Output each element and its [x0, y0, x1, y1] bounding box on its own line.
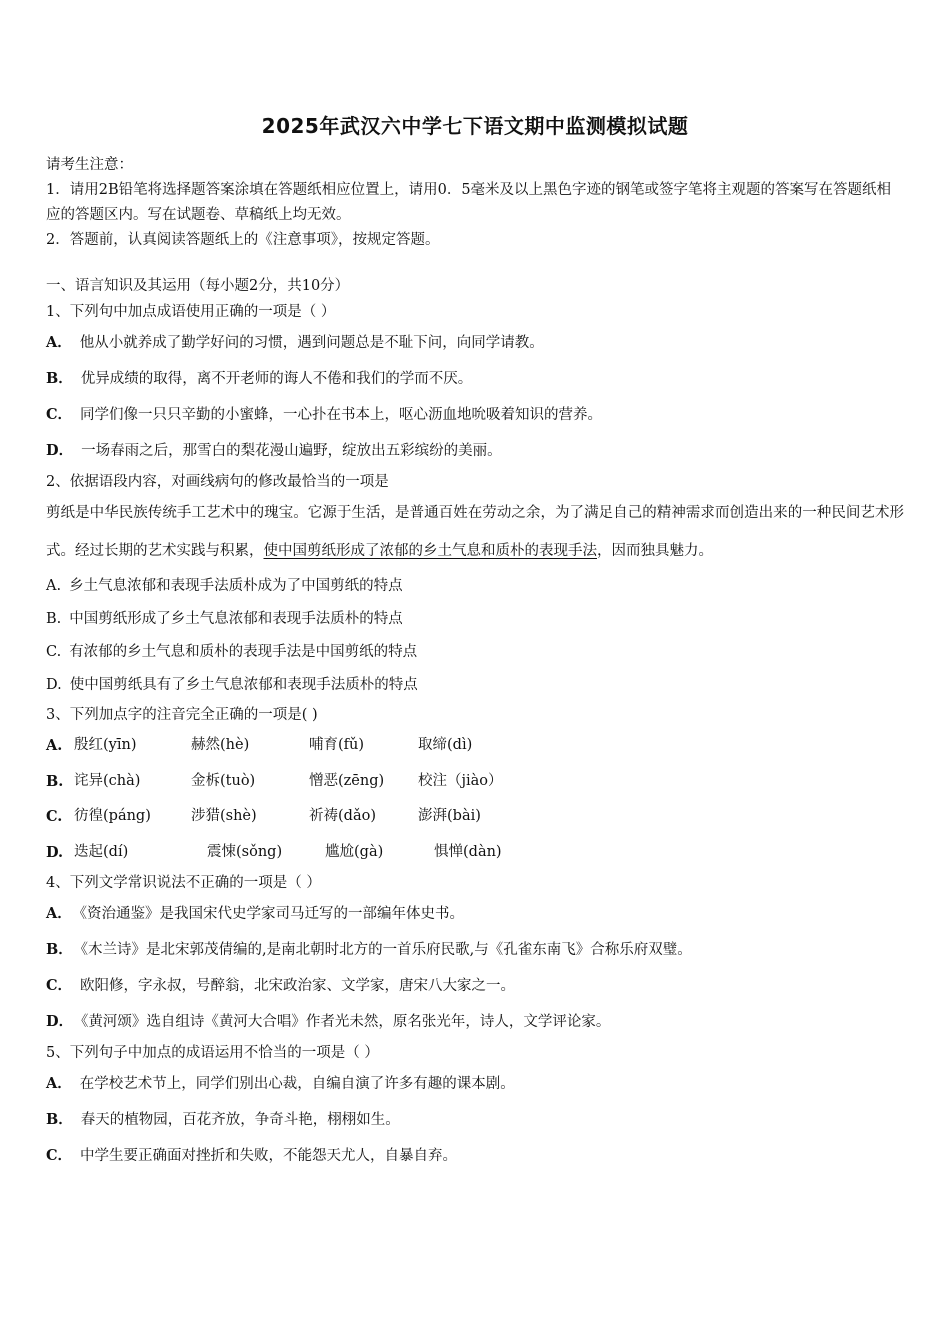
notice-block	[46, 153, 904, 253]
pinyin-item: 赫然(hè)	[191, 737, 250, 753]
option-text: 《资治通鉴》是我国宋代史学家司马迁写的一部编年体史书。	[79, 906, 465, 922]
option-b	[46, 603, 904, 636]
question-4	[46, 870, 904, 1040]
option-b	[46, 764, 904, 800]
option-label: A．	[46, 1075, 72, 1092]
pinyin-item: 震悚(sǒng)	[207, 843, 283, 860]
option-label: D.	[46, 843, 64, 861]
pinyin-item: 迭起(dí)	[74, 843, 129, 860]
option-text: 同学们像一只只辛勤的小蜜蜂，一心扑在书本上，呕心沥血地吮吸着知识的营养。	[80, 407, 603, 423]
pinyin-item: 诧异(chà)	[74, 772, 141, 789]
option-d	[46, 433, 904, 469]
option-text: 中国剪纸形成了乡土气息浓郁和表现手法质朴的特点	[69, 611, 403, 627]
pinyin-item: 尴尬(gà)	[325, 843, 384, 860]
question-3	[46, 702, 904, 870]
option-text: 中学生要正确面对挫折和失败，不能怨天尤人，自暴自弃。	[80, 1148, 458, 1164]
option-c	[46, 1138, 904, 1174]
notice-line-2: 2．答题前，认真阅读答题纸上的《注意事项》，按规定答题。	[46, 232, 440, 248]
option-a	[46, 1066, 904, 1102]
pinyin-item: 彷徨(páng)	[74, 808, 151, 824]
option-label: A.	[46, 737, 63, 754]
page-title: 2025年武汉六中学七下语文期中监测模拟试题	[261, 114, 689, 138]
pinyin-item: 金柝(tuò)	[191, 772, 256, 789]
option-text: 《黄河颂》选自组诗《黄河大合唱》作者光未然，原名张光年，诗人，文学评论家。	[81, 1014, 611, 1030]
option-label: C.	[46, 808, 63, 825]
option-d	[46, 835, 904, 871]
pinyin-item: 惧惮(dàn)	[434, 843, 502, 860]
option-text: 有浓郁的乡土气息和质朴的表现手法是中国剪纸的特点	[69, 644, 418, 660]
passage-text: 剪纸是中华民族传统手工艺术中的瑰宝。它源于生活，是普通百姓在劳动之余，为了满足自己的精神需求而创造出来的一种民间艺术形式。经过长期的艺术实践与积累，	[46, 505, 904, 559]
option-label: B.	[46, 611, 62, 627]
question-stem: 2、依据语段内容，对画线病句的修改最恰当的一项是	[46, 474, 389, 490]
option-label: A.	[46, 578, 62, 594]
option-label: D．	[46, 1013, 74, 1030]
notice-line-1: 1．请用2B铅笔将选择题答案涂填在答题纸相应位置上，请用0．5毫米及以上黑色字迹的钢笔或签字笔将主观题的答案写在答题纸相应的答题区内。写在试题卷、草稿纸上均无效。	[46, 182, 892, 223]
option-label: A．	[46, 334, 72, 351]
option-a	[46, 325, 904, 361]
option-a	[46, 896, 904, 932]
option-text: 欧阳修，字永叔，号醉翁，北宋政治家、文学家，唐宋八大家之一。	[80, 978, 516, 994]
option-text: 使中国剪纸具有了乡土气息浓郁和表现手法质朴的特点	[69, 677, 418, 693]
exam-page	[46, 110, 904, 1174]
option-label: A．	[46, 905, 72, 922]
question-stem: 1、下列句中加点成语使用正确的一项是（ ）	[46, 304, 336, 320]
question-stem: 4、下列文学常识说法不正确的一项是（ ）	[46, 875, 321, 891]
option-b	[46, 932, 904, 968]
option-text: 他从小就养成了勤学好问的习惯，遇到问题总是不耻下问，向同学请教。	[79, 335, 544, 351]
option-label: C．	[46, 406, 73, 423]
option-c	[46, 397, 904, 433]
section-title: 一、语言知识及其运用（每小题2分，共10分）	[46, 278, 350, 294]
option-label: D.	[46, 677, 62, 693]
option-label: B．	[46, 370, 73, 387]
passage-text: ，因而独具魅力。	[597, 542, 713, 559]
question-stem: 5、下列句子中加点的成语运用不恰当的一项是（ ）	[46, 1045, 379, 1061]
question-stem: 3、下列加点字的注音完全正确的一项是( )	[46, 707, 318, 723]
pinyin-item: 取缔(dì)	[418, 737, 473, 753]
option-text: 在学校艺术节上，同学们别出心裁，自编自演了许多有趣的课本剧。	[79, 1076, 515, 1092]
option-a	[46, 570, 904, 603]
option-text: 优异成绩的取得，离不开老师的诲人不倦和我们的学而不厌。	[80, 371, 473, 387]
pinyin-item: 殷红(yīn)	[74, 737, 137, 753]
option-text: 一场春雨之后，那雪白的梨花漫山遍野，绽放出五彩缤纷的美丽。	[81, 443, 502, 459]
notice-heading: 请考生注意：	[46, 157, 133, 173]
pinyin-item: 憎恶(zēng)	[309, 772, 385, 789]
option-text: 春天的植物园，百花齐放，争奇斗艳，栩栩如生。	[80, 1112, 400, 1128]
option-d	[46, 669, 904, 702]
option-d	[46, 1004, 904, 1040]
option-label: C．	[46, 977, 73, 994]
option-label: D．	[46, 442, 74, 459]
pinyin-item: 澎湃(bài)	[418, 808, 481, 824]
reading-passage	[46, 495, 904, 570]
question-1	[46, 299, 904, 469]
option-c	[46, 636, 904, 669]
option-label: C．	[46, 1147, 73, 1164]
underlined-sentence: 使中国剪纸形成了浓郁的乡土气息和质朴的表现手法	[263, 542, 597, 559]
pinyin-item: 校注（jiào）	[418, 772, 503, 789]
option-c	[46, 968, 904, 1004]
question-2	[46, 469, 904, 702]
option-a	[46, 728, 904, 764]
option-b	[46, 1102, 904, 1138]
pinyin-item: 哺育(fǔ)	[309, 737, 365, 753]
option-label: C.	[46, 644, 62, 660]
option-label: B．	[46, 1111, 73, 1128]
option-label: B.	[46, 772, 64, 790]
option-b	[46, 361, 904, 397]
option-c	[46, 799, 904, 835]
question-5	[46, 1040, 904, 1174]
pinyin-item: 涉猎(shè)	[191, 808, 257, 824]
option-label: B．	[46, 941, 73, 958]
option-text: 乡土气息浓郁和表现手法质朴成为了中国剪纸的特点	[69, 578, 403, 594]
pinyin-item: 祈祷(dǎo)	[309, 808, 376, 824]
option-text: 《木兰诗》是北宋郭茂倩编的,是南北朝时北方的一首乐府民歌,与《孔雀东南飞》合称乐府双璧。	[80, 942, 692, 958]
